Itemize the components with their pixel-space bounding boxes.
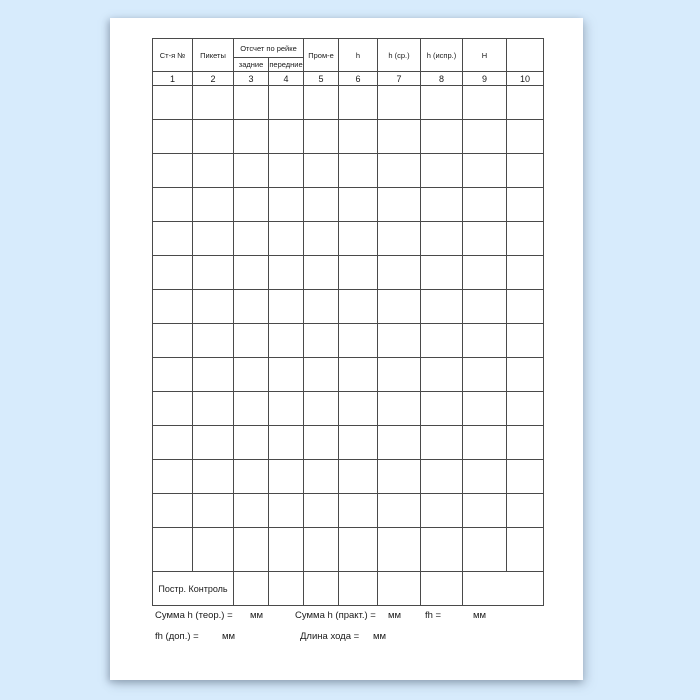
table-cell [153,392,193,426]
table-cell [463,120,507,154]
table-cell [269,324,304,358]
table-row [153,120,544,154]
table-row [153,256,544,290]
table-cell [153,188,193,222]
table-row [153,358,544,392]
table-cell [193,528,234,572]
table-cell [304,256,339,290]
footer-summary-line-1 [110,610,583,622]
table-cell [507,358,544,392]
table-cell [378,494,421,528]
header-H: Н [463,39,507,72]
table-cell [269,222,304,256]
table-cell [269,188,304,222]
table-cell [304,460,339,494]
table-cell [339,154,378,188]
column-number: 6 [339,72,378,86]
table-cell [507,426,544,460]
table-cell [234,460,269,494]
fh-dop-label: fh (доп.) = [155,631,199,642]
table-cell [234,426,269,460]
table-cell [304,528,339,572]
table-cell [378,256,421,290]
sum-h-theor-label: Сумма h (теор.) = [155,610,233,621]
table-row [153,222,544,256]
table-cell [193,222,234,256]
column-number-row [153,72,544,86]
table-cell [378,290,421,324]
header-h: h [339,39,378,72]
table-cell [507,188,544,222]
document-page [110,18,583,680]
table-cell [421,256,463,290]
table-cell [463,324,507,358]
table-cell [304,154,339,188]
sum-h-pract-label: Сумма h (практ.) = [295,610,376,621]
header-h-avg: h (ср.) [378,39,421,72]
route-length-label: Длина хода = [300,631,360,642]
table-cell [421,120,463,154]
table-cell [339,358,378,392]
table-cell [193,494,234,528]
table-cell [421,154,463,188]
sum-h-theor-unit: мм [250,610,264,621]
table-cell [193,120,234,154]
table-cell [463,392,507,426]
table-cell [339,392,378,426]
table-cell [304,324,339,358]
table-cell [339,426,378,460]
table-cell [421,528,463,572]
table-cell [193,154,234,188]
table-row [153,188,544,222]
column-number: 10 [507,72,544,86]
table-cell [463,290,507,324]
table-cell [153,256,193,290]
table-cell [153,528,193,572]
header-last-blank [507,39,544,72]
control-row [153,572,544,606]
table-row [153,494,544,528]
table-cell [269,154,304,188]
header-row-main [153,39,544,58]
table-cell [507,290,544,324]
table-cell [378,120,421,154]
table-cell [193,256,234,290]
table-cell [421,358,463,392]
table-cell [234,222,269,256]
table-row [153,528,544,572]
header-rod-reading-group: Отсчет по рейке [234,39,304,58]
table-cell [507,154,544,188]
table-cell [234,86,269,120]
table-cell [378,154,421,188]
table-row [153,86,544,120]
table-cell [269,86,304,120]
table-cell [234,392,269,426]
column-number: 2 [193,72,234,86]
table-cell [378,528,421,572]
table-cell [463,460,507,494]
fh-label: fh = [425,610,442,621]
table-cell [234,154,269,188]
table-cell [269,290,304,324]
table-cell [339,120,378,154]
table-cell [153,120,193,154]
table-cell [463,256,507,290]
table-cell [153,86,193,120]
table-row [153,392,544,426]
table-cell [421,392,463,426]
table-cell [234,188,269,222]
column-number: 1 [153,72,193,86]
table-row [153,426,544,460]
column-number: 3 [234,72,269,86]
table-cell [304,392,339,426]
table-cell [153,426,193,460]
route-length-unit: мм [373,631,387,642]
table-cell [421,426,463,460]
footer-summary-line-2 [110,631,583,643]
table-cell [193,426,234,460]
leveling-journal-table [152,38,544,606]
table-cell [378,392,421,426]
table-row [153,154,544,188]
table-cell [304,572,339,606]
table-cell [421,86,463,120]
table-cell [304,86,339,120]
table-cell [304,188,339,222]
table-cell [421,494,463,528]
table-cell [304,358,339,392]
table-cell [378,86,421,120]
table-cell [421,222,463,256]
table-cell [234,358,269,392]
table-cell [153,324,193,358]
table-cell [234,120,269,154]
table-cell [153,290,193,324]
table-cell [463,426,507,460]
column-number: 5 [304,72,339,86]
table-cell [339,460,378,494]
table-cell [234,572,269,606]
table-cell [339,528,378,572]
table-cell [234,528,269,572]
table-cell [269,120,304,154]
table-cell [193,188,234,222]
table-cell [269,572,304,606]
table-cell [269,358,304,392]
table-cell [507,324,544,358]
table-cell [463,528,507,572]
table-cell [507,86,544,120]
table-cell [153,154,193,188]
table-cell [378,572,421,606]
table-cell [269,392,304,426]
column-number: 4 [269,72,304,86]
table-cell [507,494,544,528]
table-cell [339,188,378,222]
column-number: 9 [463,72,507,86]
table-cell [193,324,234,358]
table-cell [339,494,378,528]
table-cell [507,256,544,290]
table-cell [421,460,463,494]
table-cell [421,188,463,222]
table-cell [193,460,234,494]
table-cell [463,188,507,222]
sum-h-pract-unit: мм [388,610,402,621]
table-cell [153,358,193,392]
table-cell [339,256,378,290]
table-cell [507,460,544,494]
table-cell [507,392,544,426]
table-cell [339,222,378,256]
table-cell [269,494,304,528]
table-row [153,460,544,494]
table-cell [463,358,507,392]
table-cell [304,222,339,256]
table-cell [378,222,421,256]
table-cell [269,426,304,460]
table-cell [339,86,378,120]
table-cell [234,324,269,358]
table-cell [378,460,421,494]
table-cell [193,392,234,426]
table-cell [234,256,269,290]
table-cell [234,290,269,324]
table-cell-merged [463,572,544,606]
table-cell [269,528,304,572]
table-cell [507,528,544,572]
table-cell [304,494,339,528]
table-cell [193,358,234,392]
table-cell [463,494,507,528]
table-cell [339,572,378,606]
table-cell [378,358,421,392]
table-cell [153,460,193,494]
header-rod-back: задние [234,58,269,72]
table-cell [193,290,234,324]
table-cell [507,120,544,154]
table-cell [234,494,269,528]
table-cell [463,86,507,120]
table-row [153,290,544,324]
fh-unit: мм [473,610,487,621]
table-cell [378,324,421,358]
column-number: 8 [421,72,463,86]
table-cell [269,460,304,494]
header-h-corr: h (испр.) [421,39,463,72]
table-cell [421,572,463,606]
table-cell [507,222,544,256]
table-cell [304,426,339,460]
table-cell [421,290,463,324]
table-cell [339,290,378,324]
table-row [153,324,544,358]
table-cell [463,154,507,188]
table-cell [153,222,193,256]
table-cell [421,324,463,358]
table-cell [339,324,378,358]
table-cell [463,222,507,256]
table-cell [304,290,339,324]
table-cell [269,256,304,290]
header-rod-front: передние [269,58,304,72]
control-row-label: Постр. Контроль [153,572,234,606]
table-cell [193,86,234,120]
header-pickets: Пикеты [193,39,234,72]
table-cell [378,426,421,460]
column-number: 7 [378,72,421,86]
fh-dop-unit: мм [222,631,236,642]
header-station-no: Ст-я № [153,39,193,72]
table-cell [378,188,421,222]
table-cell [304,120,339,154]
header-intermediate: Пром-е [304,39,339,72]
table-cell [153,494,193,528]
